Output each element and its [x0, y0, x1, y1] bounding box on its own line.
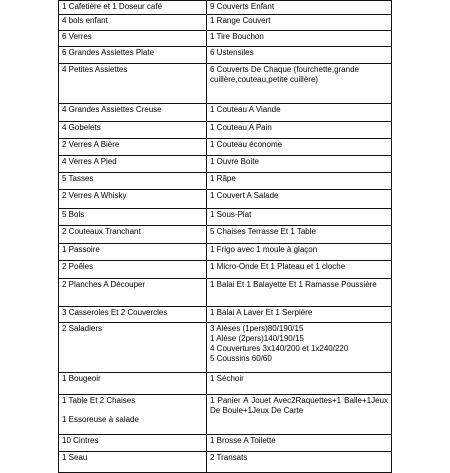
right-cell: 9 Couverts Enfant — [207, 1, 392, 15]
linen-line: 4 Couvertures 3x140/200 et 1x240/220 — [210, 344, 349, 353]
table-row — [59, 31, 392, 47]
table-row — [59, 307, 392, 323]
table-row — [59, 261, 392, 279]
right-cell: 1 Sous-Plat — [207, 209, 392, 226]
left-cell: 1 Bougeoir — [59, 373, 207, 395]
linen-line: 3 Alèses (1pers)80/190/15 — [210, 324, 304, 333]
left-cell: 1 Cafetière et 1 Doseur café — [59, 1, 207, 15]
left-cell: 4 Verres A Pied — [59, 156, 207, 173]
right-cell: 1 Micro-Onde Et 1 Plateau et 1 cloche — [207, 261, 392, 279]
right-cell: 1 Ouvre Boite — [207, 156, 392, 173]
left-cell: 5 Tasses — [59, 173, 207, 190]
right-cell: 1 Panier A Jouet Avec2Raquettes+1 Balle+1Jeux De Boule+1Jeux De Carte — [207, 395, 392, 435]
table-row — [59, 435, 392, 452]
table-row — [59, 156, 392, 173]
left-cell: 4 Grandes Assiettes Creuse — [59, 104, 207, 122]
table-row — [59, 226, 392, 244]
left-cell: 1 Seau — [59, 452, 207, 473]
table-row — [59, 279, 392, 307]
right-cell: 1 Séchoir — [207, 373, 392, 395]
left-cell: 10 Cintres — [59, 435, 207, 452]
left-cell: 2 Couteaux Tranchant — [59, 226, 207, 244]
table-row — [59, 452, 392, 473]
right-cell: 1 Tire Bouchon — [207, 31, 392, 47]
item-line: 1 Essoreuse à salade — [62, 415, 139, 424]
left-cell: 5 Bols — [59, 209, 207, 226]
left-cell: 2 Verres A Whisky — [59, 190, 207, 209]
right-cell: 1 Couvert A Salade — [207, 190, 392, 209]
left-cell: 3 Casseroles Et 2 Couvercles — [59, 307, 207, 323]
table-row — [59, 64, 392, 104]
table-row — [59, 190, 392, 209]
right-cell — [207, 323, 392, 373]
table-row — [59, 244, 392, 261]
left-cell: 2 Verres A Bière — [59, 139, 207, 156]
right-cell: 5 Chaises Terrasse Et 1 Table — [207, 226, 392, 244]
right-cell: 1 Couteau A Pain — [207, 122, 392, 139]
right-cell: 1 Frigo avec 1 moule à glaçon — [207, 244, 392, 261]
table-row — [59, 47, 392, 64]
item-line: 1 Table Et 2 Chaises — [62, 396, 136, 405]
left-cell: 2 Saladiers — [59, 323, 207, 373]
left-cell: 4 Petites Assiettes — [59, 64, 207, 104]
table-row — [59, 104, 392, 122]
right-cell: 1 Range Couvert — [207, 15, 392, 31]
right-cell: 1 Râpe — [207, 173, 392, 190]
table-row — [59, 373, 392, 395]
table-row — [59, 323, 392, 373]
table-row — [59, 173, 392, 190]
left-cell: 4 bols enfant — [59, 15, 207, 31]
table-row — [59, 1, 392, 15]
table-row — [59, 139, 392, 156]
table-row — [59, 122, 392, 139]
left-cell: 6 Grandes Assiettes Plate — [59, 47, 207, 64]
right-cell: 6 Couverts De Chaque (fourchette,grande cuillère,couteau,petite cuillère) — [207, 64, 392, 104]
left-cell: 4 Gobelets — [59, 122, 207, 139]
left-cell: 1 Passoire — [59, 244, 207, 261]
left-cell: 2 Planches A Découper — [59, 279, 207, 307]
left-cell: 6 Verres — [59, 31, 207, 47]
table-row — [59, 395, 392, 435]
table-row — [59, 209, 392, 226]
right-cell: 2 Transats — [207, 452, 392, 473]
right-cell: 1 Balai A Laver Et 1 Serpière — [207, 307, 392, 323]
inventory-table — [58, 0, 392, 473]
right-cell: 1 Couteau économe — [207, 139, 392, 156]
right-cell: 1 Balai Et 1 Balayette Et 1 Ramasse Poussière — [207, 279, 392, 307]
table-row — [59, 15, 392, 31]
linen-line: 1 Alèse (2pers)140/190/15 — [210, 334, 304, 343]
left-cell — [59, 395, 207, 435]
left-cell: 2 Poêles — [59, 261, 207, 279]
right-cell: 6 Ustensiles — [207, 47, 392, 64]
right-cell: 1 Brosse A Toilette — [207, 435, 392, 452]
right-cell: 1 Couteau A Viande — [207, 104, 392, 122]
linen-line: 5 Coussins 60/60 — [210, 354, 272, 363]
